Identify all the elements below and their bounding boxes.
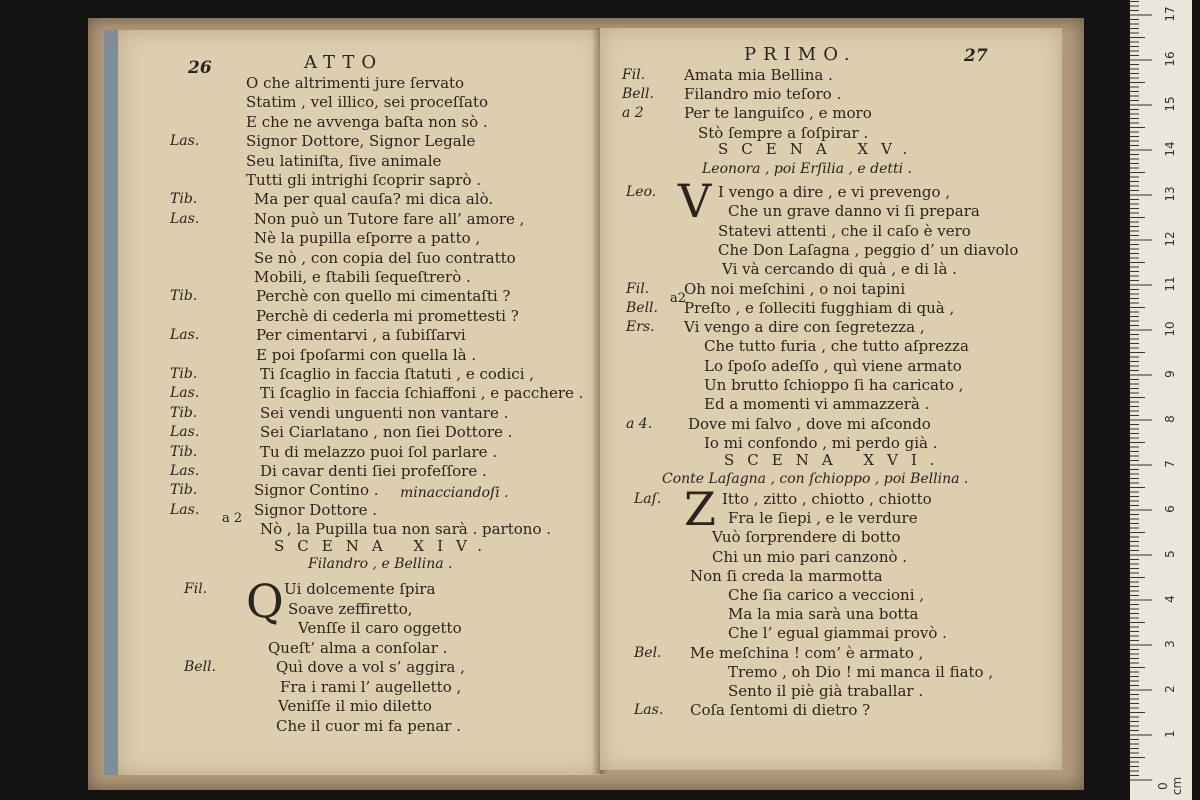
verse-line: Soave zeffiretto, (288, 599, 413, 618)
speaker-label: Fil. (622, 67, 646, 83)
page-number-left: 26 (188, 58, 212, 78)
speaker-label: Tib. (170, 482, 198, 499)
scene-stage-xiv: Filandro , e Bellina . (308, 556, 453, 572)
verse-line: Sei vendi unguenti non vantare . (260, 403, 509, 422)
verse-line: Ti ſcaglio in faccia ſchiaffoni , e pacchere . (260, 384, 584, 403)
verse-line: Oh noi meſchini , o noi tapini (684, 279, 906, 298)
verse-line: Un brutto ſchioppo ſi ha caricato , (704, 376, 964, 394)
scene-stage-xv: Leonora , poi Erſilia , e detti . (702, 161, 912, 177)
verse-line: Che il cuor mi fa penar . (276, 716, 462, 735)
verse-line: Statevi attenti , che il caſo è vero (718, 221, 971, 240)
verse-line: Ma la mia sarà una botta (728, 605, 919, 624)
verse-line: Tu di melazzo puoi ſol parlare . (260, 442, 498, 461)
speaker-label: Tib. (170, 443, 198, 460)
verse-line: Non ſi creda la marmotta (690, 566, 883, 585)
verse-line: I vengo a dire , e vi prevengo , (718, 183, 951, 201)
a2-mark-right: a2 (670, 291, 687, 306)
ruler-label: 7 (1163, 460, 1177, 468)
speaker-label: Tib. (170, 191, 198, 208)
verse-line: Vi và cercando di quà , e di là . (722, 260, 957, 279)
verse-line: Sento il piè già traballar . (728, 682, 924, 700)
verse-line: Ti ſcaglio in faccia ſtatuti , e codici , (260, 365, 535, 383)
verse-line: Che ſia carico a veccioni , (728, 586, 925, 604)
scene-title-xv: SCENA XV. (718, 140, 921, 158)
verse-line: Venſſe il caro oggetto (298, 619, 462, 637)
verse-line: Dove mi ſalvo , dove mi aſcondo (688, 414, 931, 433)
speaker-label: Bel. (634, 644, 662, 661)
speaker-label: Bell. (622, 86, 654, 103)
ruler-label: 16 (1163, 51, 1177, 67)
speaker-label: Las. (170, 385, 200, 402)
verse-line: Di cavar denti ſiei profeſſore . (260, 462, 487, 480)
verse-line: Statim , vel illico, sei proceſſato (246, 93, 488, 112)
verse-line: O che altrimenti jure ſervato (246, 74, 465, 92)
verse-line: Quì dove a vol s’ aggira , (276, 658, 465, 676)
verse-line: Signor Contino . (254, 481, 379, 500)
ruler-label: 10 (1163, 321, 1177, 337)
verse-line: Lo ſpoſo adeſſo , quì viene armato (704, 356, 962, 375)
speaker-label: Bell. (184, 659, 216, 675)
verse-line: Sei Ciarlatano , non ſiei Dottore . (260, 423, 513, 442)
measurement-ruler (1130, 0, 1192, 800)
ruler-label: 11 (1163, 276, 1177, 292)
verse-line: Perchè di cederla mi promettesti ? (256, 306, 519, 325)
left-page (118, 30, 600, 775)
verse-line: Mobili, e ſtabili ſequeſtrerò . (254, 268, 471, 286)
page-header-right: PRIMO. (744, 44, 857, 65)
ruler-label: 14 (1163, 141, 1177, 157)
verse-line: E che ne avvenga baſta non sò . (246, 112, 488, 131)
verse-line: Tremo , oh Dio ! mi manca il fiato , (728, 662, 994, 681)
speaker-label: Bell. (626, 299, 658, 316)
verse-line: Perchè con quello mi cimentaſti ? (256, 287, 511, 306)
drop-cap-v: V (678, 174, 712, 228)
speaker-label: Tib. (170, 366, 198, 382)
verse-line: Per te languiſco , e moro (684, 104, 872, 123)
verse-line: Signor Dottore . (254, 500, 378, 519)
verse-line: Fra i rami l’ augelletto , (280, 677, 462, 696)
speaker-label: Leo. (626, 184, 657, 200)
verse-line: Queſt’ alma a conſolar . (268, 638, 448, 657)
verse-line: Ed a momenti vi ammazzerà . (704, 395, 930, 414)
verse-line: E poi ſpoſarmi con quella là . (256, 345, 477, 364)
verse-line: Vi vengo a dire con ſegretezza , (684, 318, 925, 337)
verse-line: Preſto , e ſolleciti fugghiam di quà , (684, 298, 955, 317)
verse-line: Amata mia Bellina . (684, 66, 833, 84)
verse-line: Che tutto furia , che tutto aſprezza (704, 337, 969, 356)
drop-cap-q: Q (246, 574, 284, 628)
stage-direction-aside: minacciandoſi . (400, 485, 509, 501)
scene-title-xiv: SCENA XIV. (274, 537, 496, 555)
book-cover-edge (104, 30, 118, 775)
verse-line: Nò , la Pupilla tua non sarà . partono . (260, 520, 552, 539)
ruler-label: 12 (1163, 231, 1177, 247)
scene-title-xvi: SCENA XVI. (724, 451, 948, 469)
speaker-label: Ers. (626, 319, 655, 336)
verse-line: Se nò , con copia del ſuo contratto (254, 248, 516, 267)
ruler-label: 9 (1163, 370, 1177, 378)
verse-line: Vuò ſorprendere di botto (712, 528, 901, 547)
verse-line: Chi un mio pari canzonò . (712, 547, 908, 566)
drop-cap-z: Z (684, 482, 716, 536)
ruler-ticks (1130, 0, 1192, 800)
ruler-label: 17 (1163, 6, 1177, 22)
page-number-right: 27 (964, 46, 988, 66)
verse-line: Filandro mio teſoro . (684, 85, 842, 104)
ruler-label: 3 (1163, 640, 1177, 648)
page-header-left: ATTO (304, 52, 384, 73)
verse-line: Tutti gli intrighi ſcoprir saprò . (246, 171, 482, 189)
verse-line: Signor Dottore, Signor Legale (246, 132, 476, 151)
verse-line: Che l’ egual giammai provò . (728, 624, 947, 643)
speaker-label: Las. (634, 702, 664, 719)
right-page (600, 28, 1062, 770)
ruler-label: 8 (1163, 415, 1177, 423)
speaker-label: Las. (170, 501, 200, 518)
verse-line: Seu latiniſta, ſive animale (246, 151, 442, 170)
verse-line: Io mi confondo , mi perdo già . (704, 433, 938, 452)
speaker-label: Las. (170, 327, 200, 344)
verse-line: Non può un Tutore fare all’ amore , (254, 209, 525, 228)
ruler-label: 15 (1163, 96, 1177, 112)
a2-mark-left: a 2 (222, 511, 243, 526)
speaker-label: Fil. (184, 581, 208, 597)
ruler-label: 13 (1163, 186, 1177, 202)
ruler-label: 0 cm (1156, 776, 1184, 796)
verse-line: Me meſchina ! com’ è armato , (690, 643, 924, 662)
speaker-label: Las. (170, 463, 200, 479)
verse-line: Itto , zitto , chiotto , chiotto (722, 490, 932, 508)
speaker-label: Tib. (170, 404, 198, 421)
speaker-label: a 4. (626, 415, 653, 432)
speaker-label: Las. (170, 210, 200, 227)
verse-line: Nè la pupilla eſporre a patto , (254, 229, 481, 248)
verse-line: Ma per qual cauſa? mi dica alò. (254, 190, 494, 209)
speaker-label: Laſ. (634, 491, 662, 507)
speaker-label: Tib. (170, 288, 198, 305)
speaker-label: Las. (170, 133, 200, 150)
ruler-label: 6 (1163, 505, 1177, 513)
verse-line: Per cimentarvi , a ſubiſſarvi (256, 326, 466, 345)
speaker-label: a 2 (622, 105, 644, 122)
speaker-label: Fil. (626, 280, 650, 297)
scene-stage-xvi: Conte Laſagna , con ſchioppo , poi Bellina . (662, 471, 969, 487)
verse-line: Che un grave danno vi ſi prepara (728, 202, 980, 221)
verse-line: Veniſſe il mio diletto (278, 697, 432, 715)
ruler-label: 4 (1163, 595, 1177, 603)
verse-line: Ui dolcemente ſpira (284, 580, 436, 598)
ruler-label: 2 (1163, 685, 1177, 693)
ruler-label: 5 (1163, 550, 1177, 558)
verse-line: Fra le ſiepi , e le verdure (728, 509, 918, 528)
speaker-label: Las. (170, 424, 200, 441)
verse-line: Stò ſempre a ſoſpirar . (698, 123, 869, 142)
verse-line: Che Don Laſagna , peggio d’ un diavolo (718, 240, 1019, 259)
verse-line: Coſa ſentomi di dietro ? (690, 701, 871, 720)
ruler-label: 1 (1163, 730, 1177, 738)
